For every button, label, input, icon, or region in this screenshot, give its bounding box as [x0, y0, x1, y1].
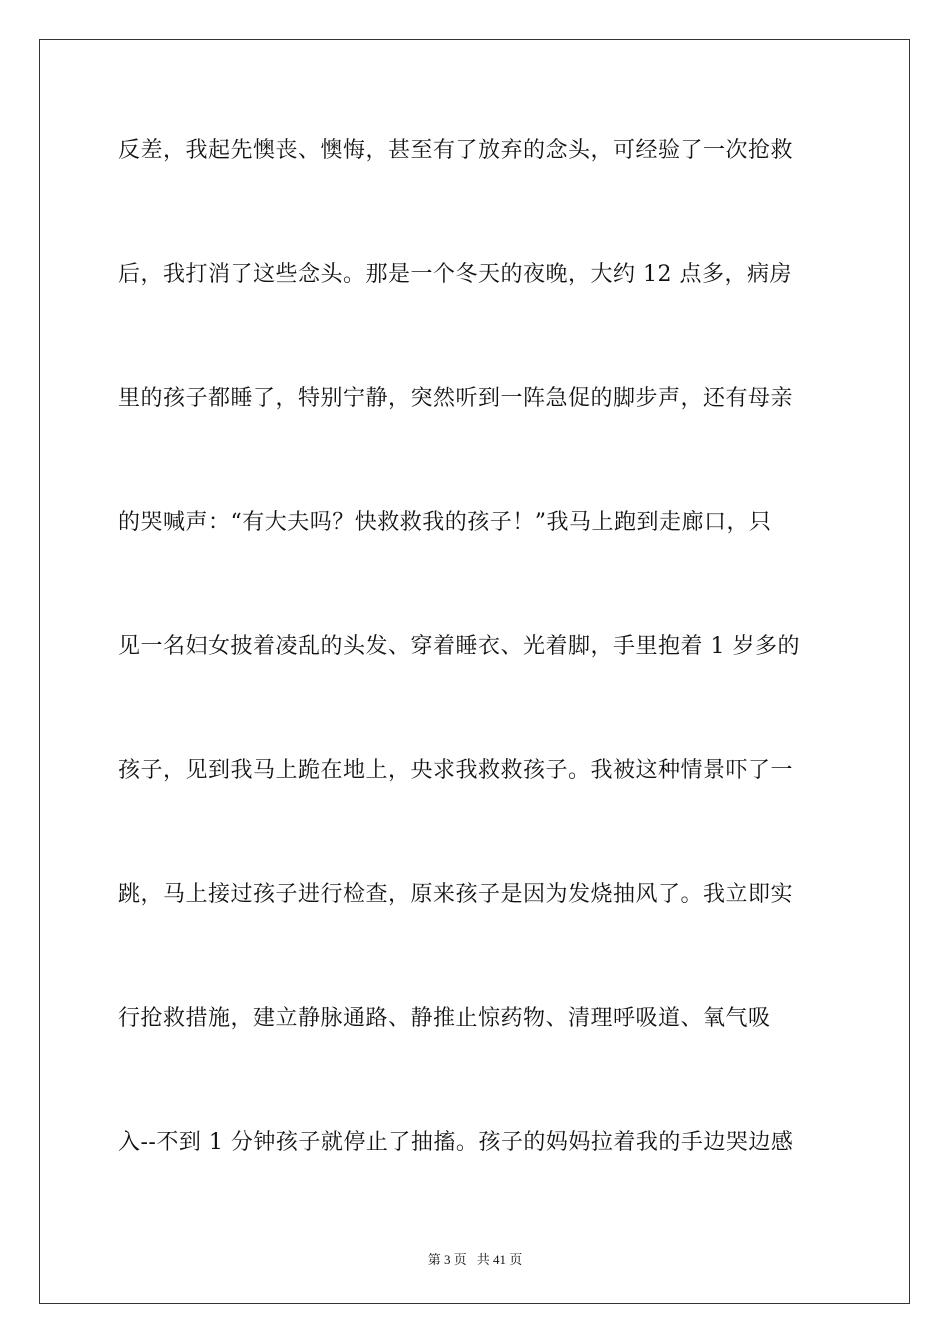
page-total: 共 41 页: [476, 1252, 523, 1267]
text-line-9: 入--不到 1 分钟孩子就停止了抽搐。孩子的妈妈拉着我的手边哭边感: [118, 1130, 794, 1155]
text-line-7: 跳，马上接过孩子进行检查，原来孩子是因为发烧抽风了。我立即实: [118, 882, 794, 907]
page-number: 第 3 页: [427, 1252, 467, 1267]
text-line-8: 行抢救措施，建立静脉通路、静推止惊药物、清理呼吸道、氧气吸: [118, 1006, 771, 1031]
page-footer: [0, 1249, 950, 1268]
text-line-2: 后，我打消了这些念头。那是一个冬天的夜晚，大约 12 点多，病房: [118, 262, 792, 287]
text-line-1: 反差，我起先懊丧、懊悔，甚至有了放弃的念头，可经验了一次抢救: [118, 138, 794, 163]
document-body: [118, 128, 838, 1244]
text-line-3: 里的孩子都睡了，特别宁静，突然听到一阵急促的脚步声，还有母亲: [118, 386, 794, 411]
text-line-5: 见一名妇女披着凌乱的头发、穿着睡衣、光着脚，手里抱着 1 岁多的: [118, 634, 800, 659]
text-line-6: 孩子，见到我马上跪在地上，央求我救救孩子。我被这种情景吓了一: [118, 758, 794, 783]
text-line-4: 的哭喊声：“有大夫吗？快救救我的孩子！”我马上跑到走廊口，只: [118, 510, 772, 535]
